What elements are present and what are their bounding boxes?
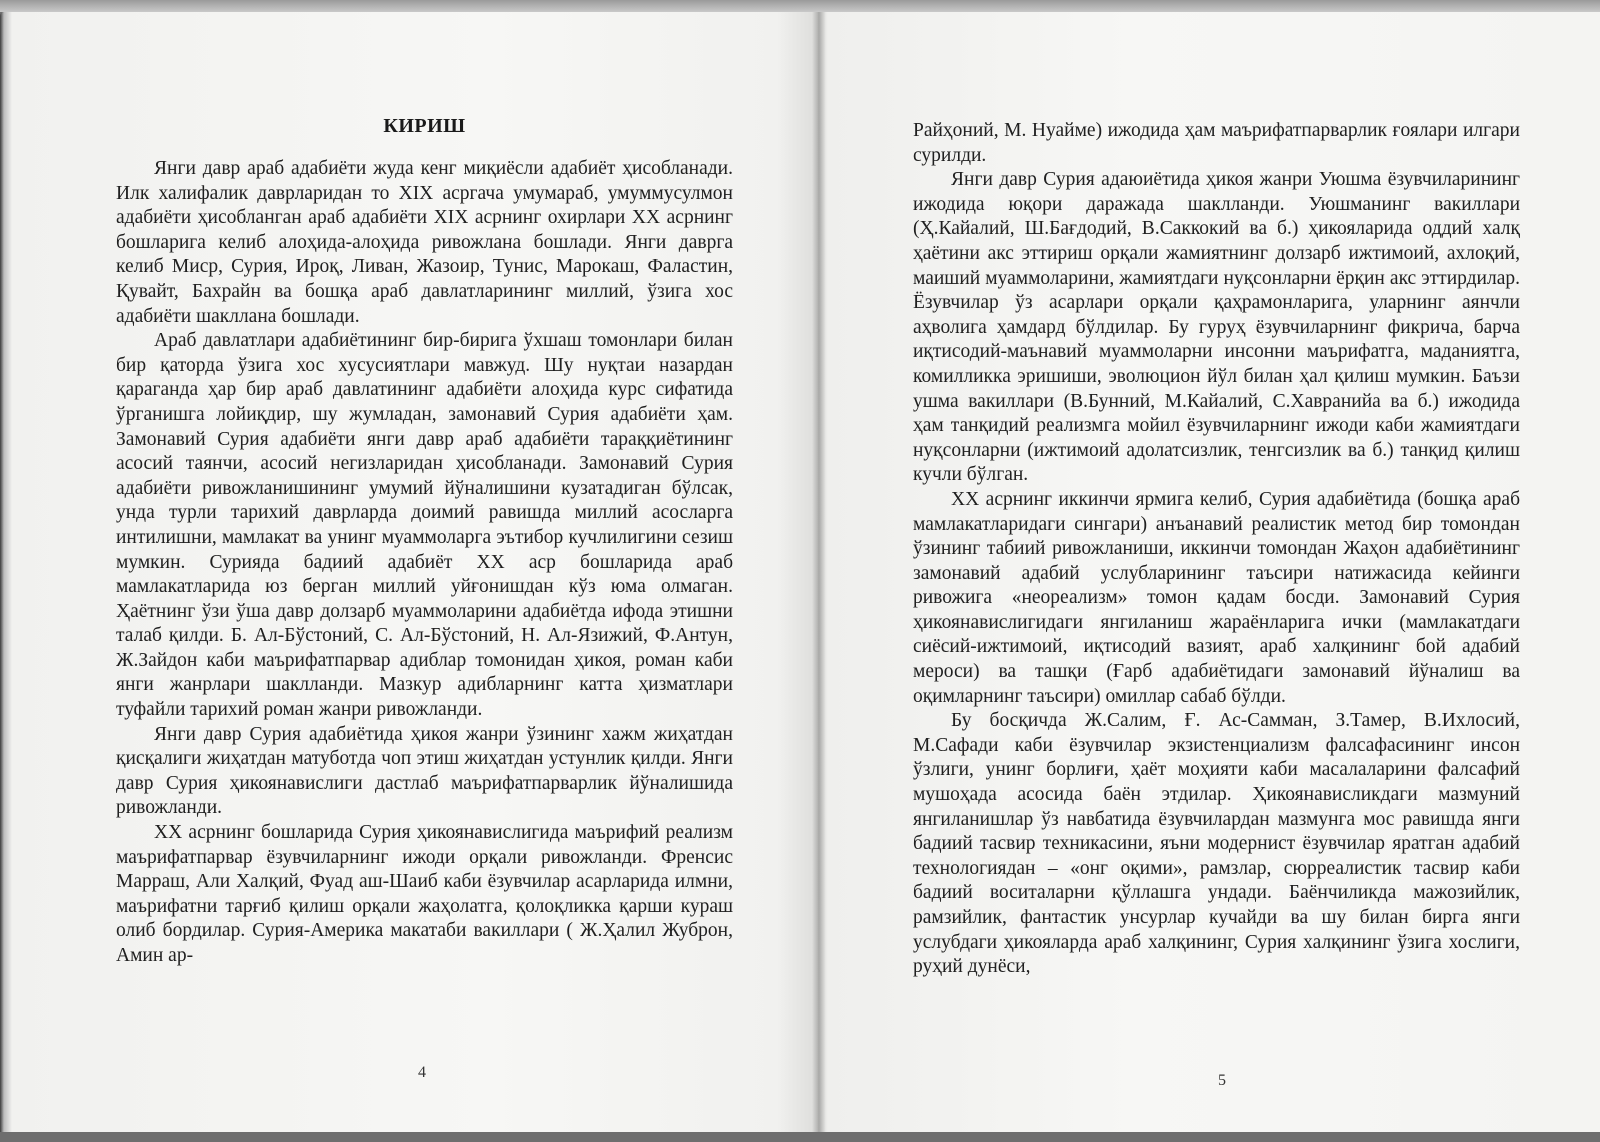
- page-number: 5: [1218, 1072, 1226, 1089]
- paragraph: Янги давр Сурия адаюиётида ҳикоя жанри Уюшма ёзувчиларининг ижодида юқори даражада шаклланди. Уюшманинг вакиллари (Ҳ.Кайалий, Ш.Бағдодий, В.Саккокий ва б.) ҳикояларида оддий халқ ҳаётини акс эттириш орқали жамиятнинг долзарб ижтимоий, ахлоқий, маиший муаммоларини, жамиятдаги нуқсонларни ёрқин акс эттирдилар. Ёзувчилар ўз асарлари орқали қаҳрамонларига, уларнинг аянчли аҳволига ҳамдард бўлдилар. Бу гуруҳ ёзувчиларнинг фикрича, барча иқтисодий-маънавий муаммоларни инсонни маърифатга, маданиятга, комилликка эришиши, эволюцион йўл билан ҳал қилиш мумкин. Баъзи ушма вакиллари (В.Бунний, М.Кайалий, С.Хавранийа ва б.) ижодида ҳам танқидий реализмга мойил ёзувчиларнинг ижоди каби жамиятдаги нуқсонларни (ижтимоий адолатсизлик, тенгсизлик ва б.) танқид қилиш кучли бўлган.: [913, 169, 1520, 486]
- chapter-heading: КИРИШ: [383, 115, 466, 137]
- paragraph: Араб давлатлари адабиётининг бир-бирига ўхшаш томонлари билан бир қаторда ўзига хос хусусиятлари мавжуд. Шу нуқтаи назардан қараганда ҳар бир араб давлатининг адабиёти алоҳида курс сифатида ўрганишга лойиқдир, шу жумладан, замонавий Сурия адабиёти ҳам. Замонавий Сурия адабиёти янги давр араб адабиёти тараққиётининг асосий таянчи, асосий негизларидан ҳисобланади. Замонавий Сурия адабиёти ривожланишининг умумий йўналишини кузатадиган бўлсак, унда турли тарихий даврларда доимий равишда миллий асосларга интилишни, мамлакат ва унинг муаммоларга эътибор кучлилигини сезиш мумкин. Сурияда бадиий адабиёт XX аср бошларида араб мамлакатларида юз берган миллий уйғонишдан кўз юма олмаган. Ҳаётнинг ўзи ўша давр долзарб муаммоларини адабиётда ифода этишни талаб қилди. Б. Ал-Бўстоний, С. Ал-Бўстоний, Н. Ал-Язижий, Ф.Антун, Ж.Зайдон каби маърифатпарвар адиблар томонидан ҳикоя, роман каби янги жанрлари шаклланди. Мазкур адибларнинг катта ҳизматлари туфайли тарихий роман жанри ривожланди.: [116, 330, 733, 721]
- paragraph: Янги давр араб адабиёти жуда кенг миқиёсли адабиёт ҳисобланади. Илк халифалик даврларидан то XIX асргача умумараб, умуммусулмон адабиёти ҳисобланган араб адабиёти XIX асрнинг охирлари XX асрнинг бошларига келиб алоҳида-алоҳида ривожлана бошлади. Янги даврга келиб Миср, Сурия, Ироқ, Ливан, Жазоир, Тунис, Марокаш, Фаластин, Қувайт, Бахрайн ва бошқа араб давлатларининг миллий, ўзига хос адабиёти шакллана бошлади.: [116, 158, 733, 327]
- paragraph: XX асрнинг иккинчи ярмига келиб, Сурия адабиётида (бошқа араб мамлакатларидаги сингари) анъанавий реалистик метод бир томондан ўзининг табиий ривожланиши, иккинчи томондан Жаҳон адабиётининг замонавий адабий услубларининг таъсири натижасида кейинги ривожига «неореализм» томон қадам босди. Замонавий Сурия ҳикоянавислигидаги янгиланиш жараёнларига ички (мамлакатдаги сиёсий-ижтимоий, иқтисодий вазият, араб халқининг бой адабий мероси) ва ташқи (Ғарб адабиётидаги замонавий йўналиш ва оқимларнинг таъсири) омиллар сабаб бўлди.: [913, 488, 1520, 707]
- paragraph: Янги давр Сурия адабиётида ҳикоя жанри ўзининг хажм жиҳатдан қисқалиги жиҳатдан матуботда чоп этиш жиҳатдан устунлик қилди. Янги давр Сурия ҳикоянавислиги дастлаб маърифатпарварлик йўналишида ривожланди.: [116, 723, 733, 819]
- scan-top-edge: [0, 0, 1600, 12]
- paragraph: XX асрнинг бошларида Сурия ҳикоянавислигида маърифий реализм маърифатпарвар ёзувчиларнинг ижоди орқали ривожланди. Френсис Марраш, Али Халқий, Фуад аш-Шаиб каби ёзувчилар асарларида илмни, маърифатни тарғиб қилиш орқали жаҳолатга, қолоқликка қарши кураш олиб бордилар. Сурия-Америка макатаби вакиллари ( Ж.Ҳалил Жуброн, Амин ар-: [116, 822, 733, 966]
- right-page-text: [913, 119, 1520, 980]
- paragraph: Райҳоний, М. Нуайме) ижодида ҳам маърифатпарварлик ғоялари илгари сурилди.: [913, 120, 1520, 166]
- book-gutter: [812, 12, 826, 1132]
- page-number: 4: [418, 1064, 426, 1081]
- left-page: [0, 12, 818, 1132]
- left-page-text: [116, 157, 733, 969]
- paragraph: Бу босқичда Ж.Салим, Ғ. Ас-Самман, З.Тамер, В.Ихлосий, М.Сафади каби ёзувчилар экзистенциализм фалсафасининг инсон ўзлиги, унинг борлиғи, ҳаёт моҳияти каби масалаларини фалсафий мушоҳада асосида баён этдилар. Ҳикоянависликдаги мазмуний янгиланишлар ўз навбатида ёзувчилардан мазмунга мос равишда янги бадиий тасвир техникасини, яъни модернист ёзувчилар яратган адабий технологиядан – «онг оқими», рамзлар, сюрреалистик тасвир каби бадиий воситаларни қўллашга ундади. Баёнчиликда мажозийлик, рамзийлик, фантастик унсурлар кучайди ва шу билан бирга янги услубдаги ҳикояларда араб халқининг, Сурия халқининг ўзига хослиги, руҳий дунёси,: [913, 710, 1520, 978]
- right-page: [818, 12, 1600, 1132]
